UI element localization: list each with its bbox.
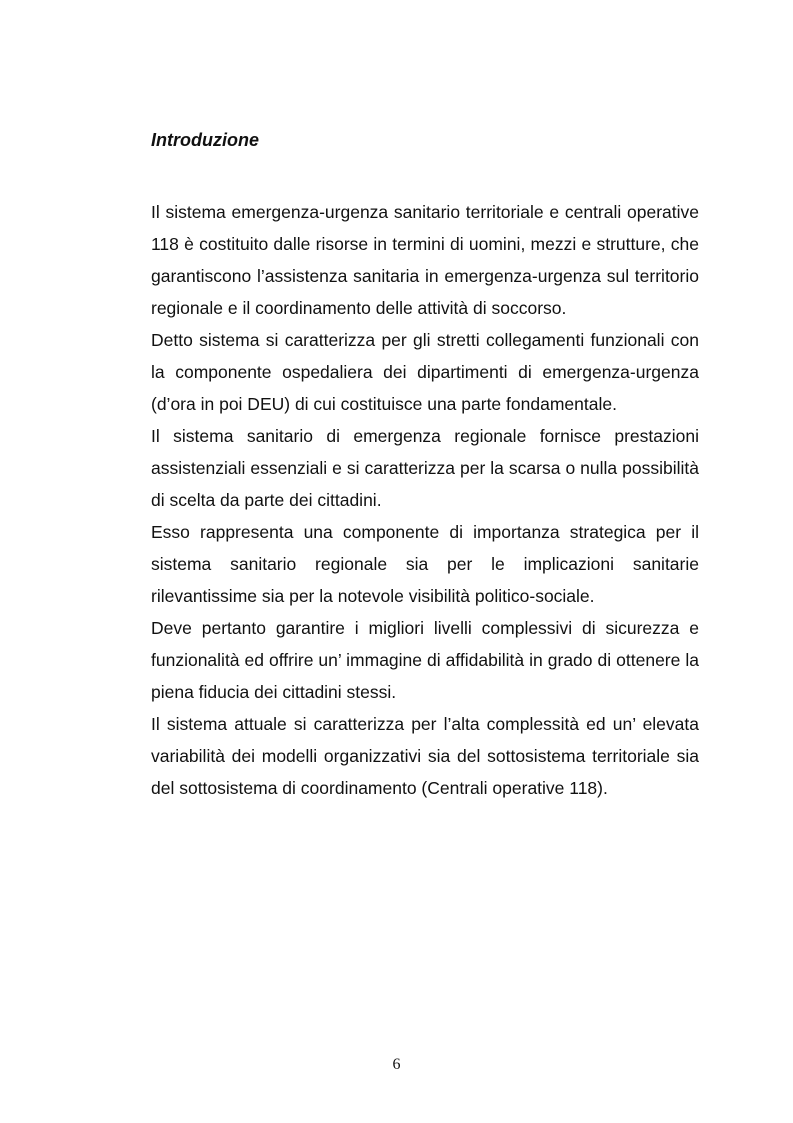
paragraph-3: Il sistema sanitario di emergenza regionale fornisce prestazioni assistenziali essenziali e si caratterizza per la scarsa o nulla possibilità di scelta da parte dei cittadini.: [151, 426, 699, 510]
page-number: 6: [392, 1056, 401, 1073]
paragraph-4: Esso rappresenta una componente di importanza strategica per il sistema sanitario regionale sia per le implicazioni sanitarie rilevantissime sia per la notevole visibilità politico-sociale.: [151, 522, 699, 606]
section-heading: Introduzione: [151, 130, 259, 150]
page-content: [151, 128, 699, 804]
paragraph-2: Detto sistema si caratterizza per gli stretti collegamenti funzionali con la componente ospedaliera dei dipartimenti di emergenza-urgenza (d’ora in poi DEU) di cui costituisce una parte fondamentale.: [151, 330, 699, 414]
paragraph-5: Deve pertanto garantire i migliori livelli complessivi di sicurezza e funzionalità ed offrire un’ immagine di affidabilità in grado di ottenere la piena fiducia dei cittadini stessi.: [151, 618, 699, 702]
paragraph-1: Il sistema emergenza-urgenza sanitario territoriale e centrali operative 118 è costituito dalle risorse in termini di uomini, mezzi e strutture, che garantiscono l’assistenza sanitaria in emergenza-urgenza sul territorio regionale e il coordinamento delle attività di soccorso.: [151, 202, 699, 318]
paragraph-6: Il sistema attuale si caratterizza per l’alta complessità ed un’ elevata variabilità dei modelli organizzativi sia del sottosistema territoriale sia del sottosistema di coordinamento (Centrali operative 118).: [151, 714, 699, 798]
